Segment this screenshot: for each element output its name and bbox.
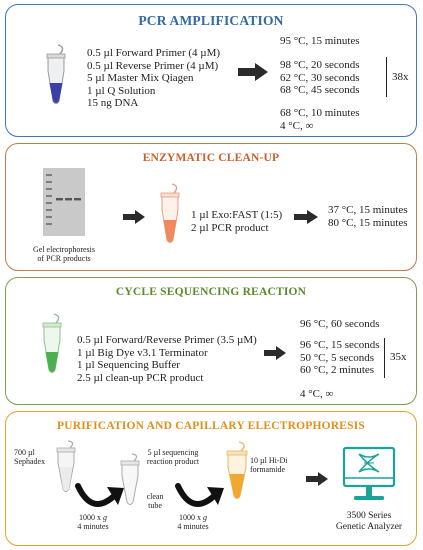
reagent-item: 1 µl Q Solution <box>87 84 156 97</box>
genetic-analyzer-icon <box>342 446 396 504</box>
label-line: 10 µl Hi-Di <box>250 456 288 465</box>
pcr-step-initial: 95 °C, 15 minutes <box>280 35 360 47</box>
spin-line: 1000 x g <box>79 513 107 522</box>
tube1-label <box>14 448 54 466</box>
pcr-reagent-list <box>87 47 220 110</box>
label-line: Sephadex <box>14 457 46 466</box>
purif-title: PURIFICATION AND CAPILLARY ELECTROPHORESIS <box>57 420 365 432</box>
reagent-item: 5 µl Master Mix Qiagen <box>87 72 194 85</box>
gel-caption <box>16 245 112 263</box>
cycle-bracket <box>384 338 385 378</box>
spin-line: 4 minutes <box>177 522 209 531</box>
spin-line: 1000 x g <box>179 513 207 522</box>
incubation-step: 80 °C, 15 minutes <box>328 216 408 229</box>
right-arrow-icon <box>264 346 286 360</box>
cycle-step: 68 °C, 45 seconds <box>280 84 360 97</box>
cycle-bracket <box>386 57 387 97</box>
tube3-label <box>250 456 300 474</box>
label-line: Genetic Analyzer <box>335 522 403 532</box>
reagent-item: 15 ng DNA <box>87 97 139 110</box>
final-step: 68 °C, 10 minutes <box>280 107 360 119</box>
enzymatic-cleanup-panel <box>5 143 417 271</box>
pcr-title: PCR AMPLIFICATION <box>138 13 284 28</box>
cycleseq-title: CYCLE SEQUENCING REACTION <box>115 286 307 298</box>
pcr-tube-liquid <box>50 83 63 103</box>
cycle-sequencing-panel <box>5 277 417 405</box>
pcr-tube-icon <box>46 45 66 107</box>
analyzer-label <box>324 511 414 533</box>
clean-tube-icon <box>120 454 140 508</box>
label-line: 5 µl sequencing <box>147 448 199 457</box>
cycleseq-cycle-steps <box>300 339 380 377</box>
spin1-label <box>68 513 118 531</box>
label-line: tube <box>148 501 162 510</box>
cycle-step: 62 °C, 30 seconds <box>280 71 360 84</box>
label-line: reaction product <box>146 457 200 466</box>
reagent-item: 0.5 µl Forward/Reverse Primer (3.5 µM) <box>77 334 257 346</box>
label-line: clean <box>146 492 164 501</box>
reagent-item: 2 µl PCR product <box>191 221 269 234</box>
cleanup-steps <box>328 204 408 229</box>
reagent-item: 0.5 µl Forward Primer (4 µM) <box>87 47 221 59</box>
reagent-item: 1 µl Big Dye v3.1 Terminator <box>77 346 208 359</box>
cleanup-tube-icon <box>160 184 180 246</box>
caption-line: Gel electrophoresis <box>33 245 95 254</box>
cycle-step: 98 °C, 20 seconds <box>280 59 360 71</box>
spin-curved-arrow-icon <box>74 476 126 516</box>
cycle-step: 60 °C, 2 minutes <box>300 364 375 377</box>
right-arrow-icon <box>238 63 268 81</box>
cleanup-title: ENZYMATIC CLEAN-UP <box>142 152 280 164</box>
spin-curved-arrow-icon <box>174 476 226 516</box>
cycle-step: 50 °C, 5 seconds <box>300 351 375 364</box>
right-arrow-icon <box>306 472 328 486</box>
pcr-amplification-panel <box>5 4 417 137</box>
cleanup-reagent-list <box>191 209 282 234</box>
label-line: 3500 Series <box>346 511 392 521</box>
cycleseq-reagent-list <box>77 334 257 384</box>
gel-electrophoresis-icon <box>43 168 85 236</box>
pcr-cycle-count: 38x <box>392 71 409 83</box>
sephadex-tube-icon <box>56 441 76 495</box>
spin-line: 4 minutes <box>77 522 109 531</box>
caption-line: of PCR products <box>37 254 91 263</box>
reagent-item: 1 µl Exo:FAST (1:5) <box>191 209 283 221</box>
right-arrow-icon <box>294 210 318 224</box>
right-arrow-icon <box>123 210 145 224</box>
purification-panel <box>5 411 417 546</box>
final-step: 4 °C, ∞ <box>280 119 314 132</box>
spin2-label <box>168 513 218 531</box>
reagent-item: 1 µl Sequencing Buffer <box>77 359 180 372</box>
tube2-label <box>142 492 168 510</box>
cycleseq-tube-liquid <box>46 352 59 372</box>
reagent-item: 2.5 µl clean-up PCR product <box>77 371 204 384</box>
reagent-item: 0.5 µl Reverse Primer (4 µM) <box>87 59 219 72</box>
cycleseq-final-step: 4 °C, ∞ <box>300 388 334 400</box>
tube2-top-label <box>138 448 208 466</box>
pcr-final-steps <box>280 107 360 132</box>
cleanup-tube-liquid <box>164 220 177 242</box>
incubation-step: 37 °C, 15 minutes <box>328 204 408 216</box>
hidi-tube-icon <box>226 442 248 502</box>
label-line: formamide <box>250 465 286 474</box>
label-line: 700 µl <box>14 448 35 457</box>
pcr-cycle-steps <box>280 59 360 97</box>
cycleseq-cycle-count: 35x <box>390 351 407 363</box>
cycleseq-step-initial: 96 °C, 60 seconds <box>300 318 380 330</box>
cycle-step: 96 °C, 15 seconds <box>300 339 380 351</box>
cycleseq-tube-icon <box>42 314 62 376</box>
